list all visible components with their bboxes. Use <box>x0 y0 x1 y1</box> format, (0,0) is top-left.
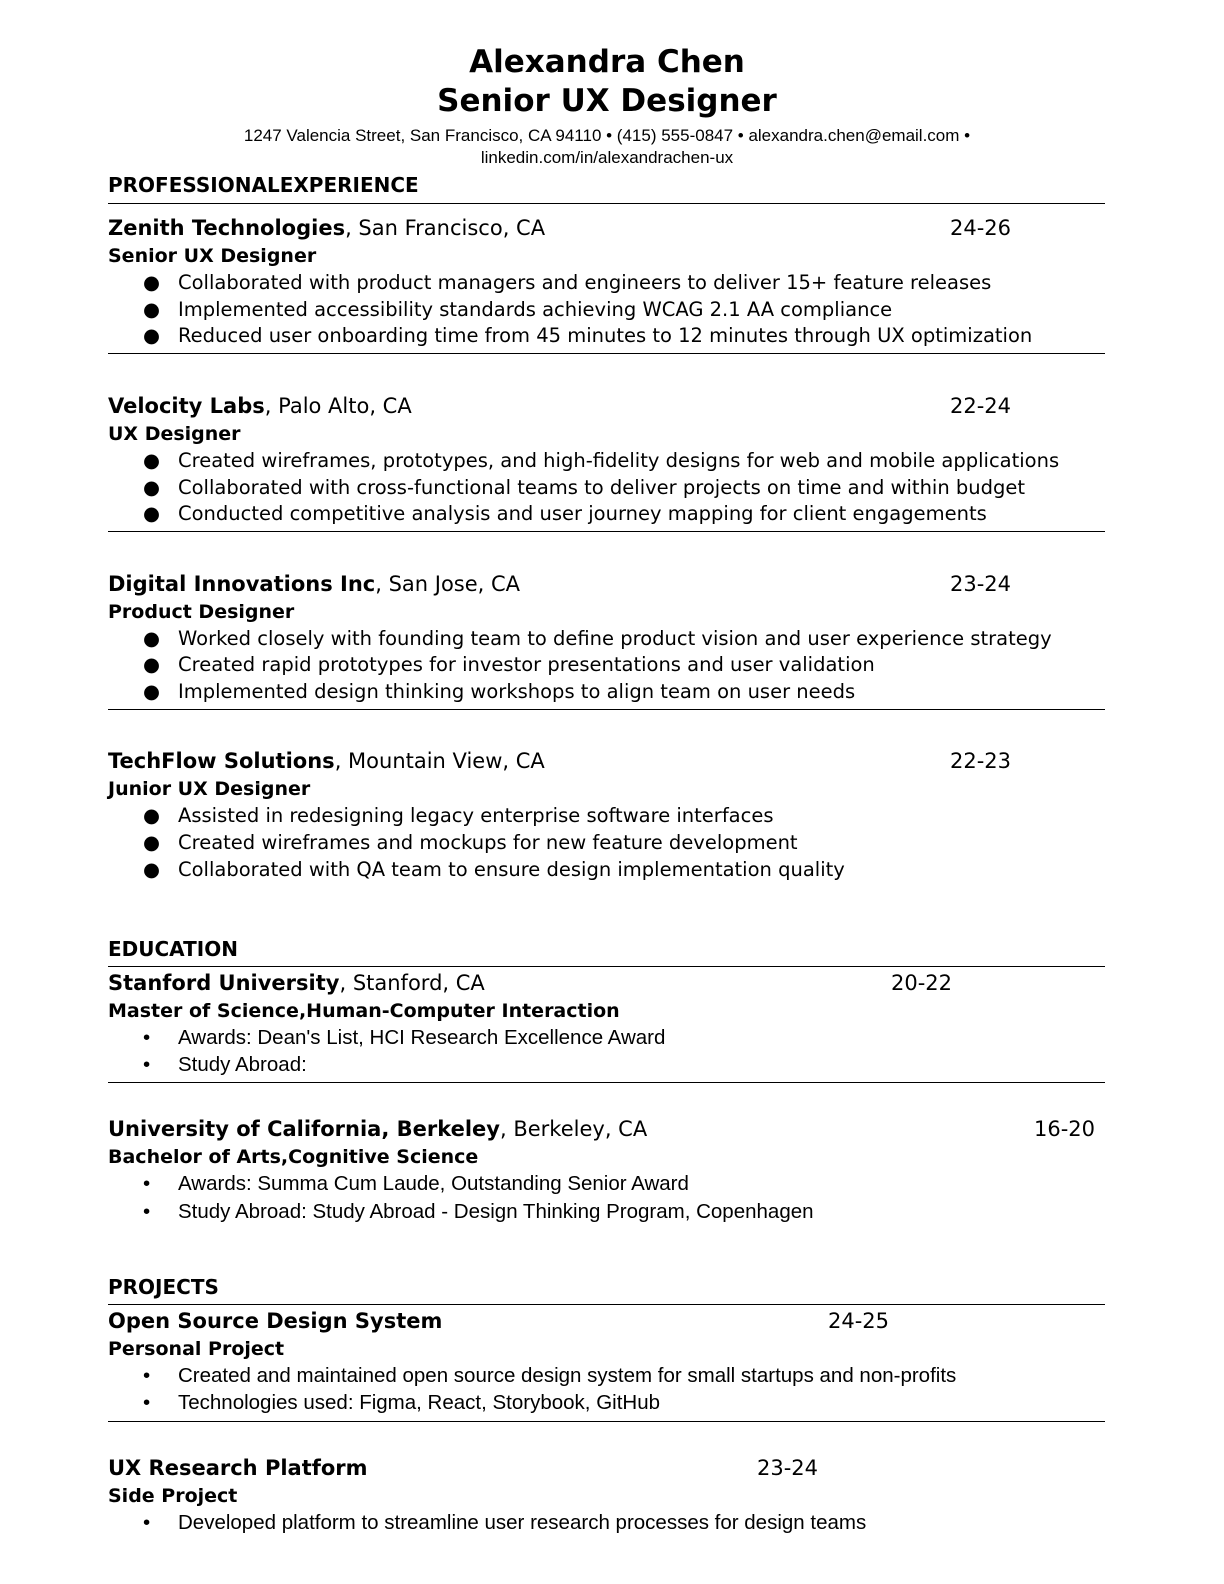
entry-divider <box>108 1421 1105 1422</box>
job-header <box>108 570 520 598</box>
contact-line: 1247 Valencia Street, San Francisco, CA 94110 • (415) 555-0847 • alexandra.chen@email.com • <box>243 126 971 145</box>
bullet-icon: ● <box>143 858 161 881</box>
candidate-name: Alexandra Chen <box>469 44 745 80</box>
bullet-icon: ● <box>143 449 161 472</box>
project-type: Personal Project <box>108 1338 285 1360</box>
section-divider <box>108 1304 1105 1305</box>
section-divider <box>108 203 1105 204</box>
company-name: Velocity Labs <box>108 394 265 418</box>
bullet-icon: ● <box>143 680 161 703</box>
school-name: University of California, Berkeley <box>108 1117 500 1141</box>
job-location: , San Jose, CA <box>375 572 521 596</box>
project-name: UX Research Platform <box>108 1456 368 1480</box>
company-name: Zenith Technologies <box>108 216 346 240</box>
bullet-icon: ● <box>143 804 161 827</box>
bullet-icon: ● <box>143 502 161 525</box>
job-header <box>108 747 545 775</box>
job-dates: 22-24 <box>950 394 1012 418</box>
entry-divider <box>108 353 1105 354</box>
job-header <box>108 392 412 420</box>
entry-divider <box>108 531 1105 532</box>
project-type: Side Project <box>108 1485 238 1507</box>
job-role: UX Designer <box>108 423 241 445</box>
bullet-icon: ● <box>143 298 161 321</box>
school-dates: 16-20 <box>1034 1117 1096 1141</box>
school-header <box>108 1115 647 1143</box>
entry-divider <box>108 1082 1105 1083</box>
job-role: Junior UX Designer <box>108 778 311 800</box>
school-location: , Stanford, CA <box>339 971 485 995</box>
entry-divider <box>108 709 1105 710</box>
bullet-icon: ● <box>143 831 161 854</box>
job-dates: 22-23 <box>950 749 1012 773</box>
bullet-icon: • <box>143 1364 151 1387</box>
bullet-icon: ● <box>143 653 161 676</box>
job-dates: 23-24 <box>950 572 1012 596</box>
bullet-icon: • <box>143 1200 151 1223</box>
bullet-icon: • <box>143 1026 151 1049</box>
project-header <box>108 1454 368 1482</box>
job-location: , Mountain View, CA <box>334 749 545 773</box>
project-name: Open Source Design System <box>108 1309 443 1333</box>
bullet-icon: ● <box>143 627 161 650</box>
bullet-icon: ● <box>143 324 161 347</box>
bullet-icon: • <box>143 1172 151 1195</box>
section-heading-education: EDUCATION <box>108 937 238 961</box>
bullet-icon: • <box>143 1053 151 1076</box>
project-dates: 24-25 <box>828 1309 890 1333</box>
section-heading-projects: PROJECTS <box>108 1275 219 1299</box>
resume-page: Alexandra Chen Senior UX Designer 1247 Valencia Street, San Francisco, CA 94110 • (415) 555-0847 • alexandra.chen@email.com • linkedin.com/in/alexandrachen-ux PROFESSIONALEXPERIENCE Zenith Technologies, San Francisco, CA 24-26 Senior UX Designer ● Collaborated with product managers and engineers to deliver 15+ feature releases ● Implemented accessibility standards achieving WCAG 2.1 AA compliance ● Reduced user onboarding time from 45 minutes to 12 minutes through UX optimization Velocity Labs, Palo Alto, CA 22-24 UX Designer ● Created wireframes, prototypes, and high-fidelity designs for web and mobile applications ● Collaborated with cross-functional teams to deliver projects on time and within budget ● Conducted competitive analysis and user journey mapping for client engagements Digital Innovations Inc, San Jose, CA 23-24 Product Designer ● Worked closely with founding team to define product vision and user experience strategy ● Created rapid prototypes for investor presentations and user validation ● Implemented design thinking workshops to align team on user needs TechFlow Solutions, Mountain View, CA 22-23 Junior UX Designer ● Assisted in redesigning legacy enterprise software interfaces ● Created wireframes and mockups for new feature development ● Collaborated with QA team to ensure design implementation quality EDUCATION Stanford University, Stanford, CA 20-22 Master of Science,Human-Computer Interaction • Awards: Dean's List, HCI Research Excellence Award • Study Abroad: University of California, Berkeley, Berkeley, CA 16-20 Bachelor of Arts,Cognitive Science • Awards: Summa Cum Laude, Outstanding Senior Award • Study Abroad: Study Abroad - Design Thinking Program, Copenhagen PROJECTS Open Source Design System 24-25 Personal Project • Created and maintained open source design system for small startups and non-profits • Technologies used: Figma, React, Storybook, GitHub UX Research Platform 23-24 Side Project • Developed platform to streamline user research processes for design teams <box>0 0 1224 1584</box>
degree: Bachelor of Arts,Cognitive Science <box>108 1146 479 1168</box>
section-heading-experience: PROFESSIONALEXPERIENCE <box>108 173 419 197</box>
project-header <box>108 1307 442 1335</box>
company-name: TechFlow Solutions <box>108 749 335 773</box>
school-dates: 20-22 <box>891 971 953 995</box>
degree: Master of Science,Human-Computer Interaction <box>108 1000 620 1022</box>
bullet-icon: ● <box>143 476 161 499</box>
linkedin-line: linkedin.com/in/alexandrachen-ux <box>480 148 734 167</box>
job-dates: 24-26 <box>950 216 1012 240</box>
school-name: Stanford University <box>108 971 340 995</box>
candidate-title: Senior UX Designer <box>437 83 777 119</box>
job-role: Senior UX Designer <box>108 245 317 267</box>
bullet-icon: • <box>143 1391 151 1414</box>
project-dates: 23-24 <box>757 1456 819 1480</box>
school-header <box>108 969 485 997</box>
bullet-icon: ● <box>143 271 161 294</box>
company-name: Digital Innovations Inc <box>108 572 376 596</box>
job-location: , Palo Alto, CA <box>264 394 412 418</box>
job-location: , San Francisco, CA <box>345 216 546 240</box>
job-role: Product Designer <box>108 601 295 623</box>
job-header <box>108 214 545 242</box>
section-divider <box>108 966 1105 967</box>
bullet-icon: • <box>143 1511 151 1534</box>
school-location: , Berkeley, CA <box>500 1117 648 1141</box>
